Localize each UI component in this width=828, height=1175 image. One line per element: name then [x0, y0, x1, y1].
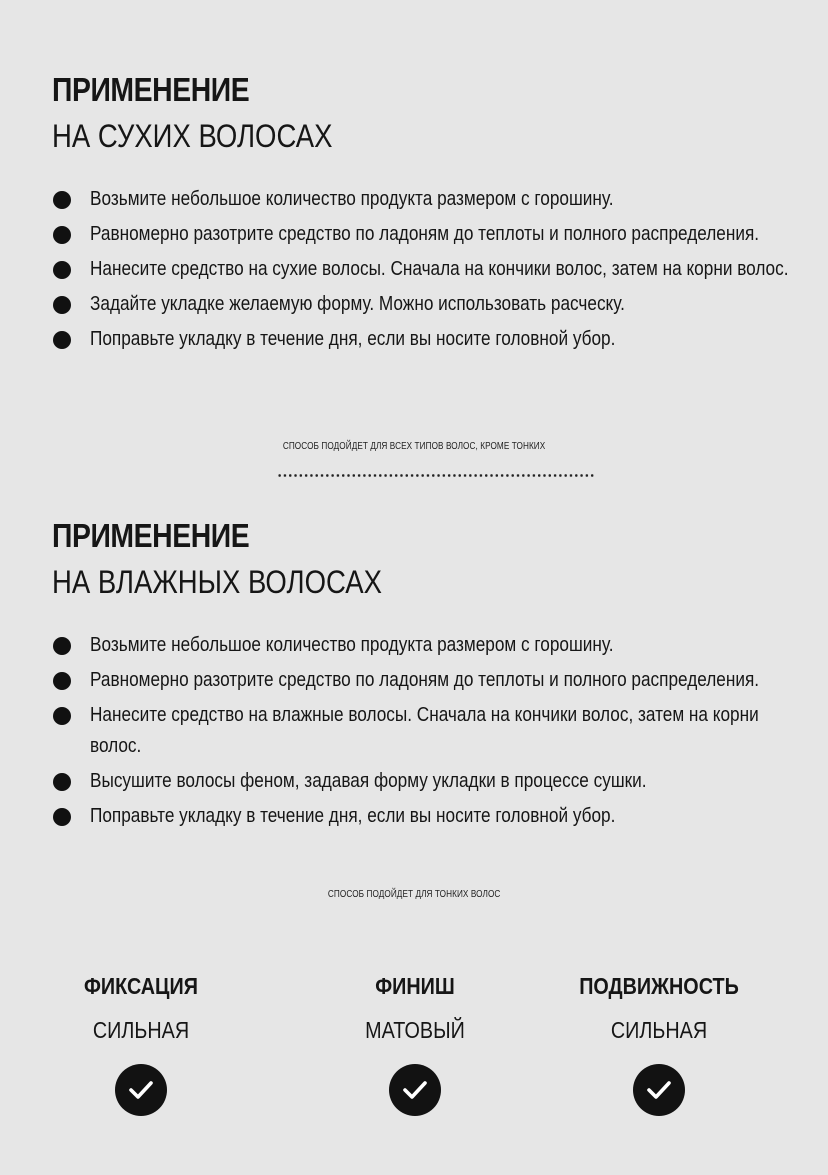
wet-hair-section [52, 516, 792, 836]
dry-hair-section [52, 70, 792, 359]
property-value: МАТОВЫЙ [365, 1017, 465, 1043]
list-item [52, 289, 792, 320]
wet-hair-note [0, 889, 828, 900]
property-label: ФИНИШ [375, 973, 455, 999]
step-text: Равномерно разотрите средство по ладоням до теплоты и полного распределения. [90, 223, 760, 245]
property-label: ПОДВИЖНОСТЬ [579, 973, 739, 999]
note-text: СПОСОБ ПОДОЙДЕТ ДЛЯ ВСЕХ ТИПОВ ВОЛОС, КРОМЕ ТОНКИХ [282, 441, 546, 452]
bullet-icon [53, 707, 71, 725]
steps-list [52, 184, 792, 355]
step-text: Поправьте укладку в течение дня, если вы носите головной убор. [90, 805, 616, 827]
check-circle-icon [633, 1064, 685, 1116]
list-item [52, 630, 792, 661]
list-item [52, 184, 792, 215]
property-mobility [539, 970, 779, 1116]
step-text: Нанесите средство на влажные волосы. Сначала на кончики волос, затем на корни волос. [90, 704, 759, 757]
step-text: Возьмите небольшое количество продукта размером с горошину. [90, 188, 614, 210]
dry-hair-note [0, 441, 828, 452]
check-circle-icon [115, 1064, 167, 1116]
section-title: ПРИМЕНЕНИЕ [52, 71, 250, 108]
step-text: Высушите волосы феном, задавая форму укладки в процессе сушки. [90, 770, 647, 792]
note-text: СПОСОБ ПОДОЙДЕТ ДЛЯ ТОНКИХ ВОЛОС [327, 889, 501, 900]
step-text: Нанесите средство на сухие волосы. Сначала на кончики волос, затем на корни волос. [90, 258, 789, 280]
bullet-icon [53, 191, 71, 209]
list-item [52, 766, 792, 797]
section-title: ПРИМЕНЕНИЕ [52, 517, 250, 554]
product-properties [0, 970, 828, 1120]
property-value: СИЛЬНАЯ [92, 1017, 190, 1043]
bullet-icon [53, 261, 71, 279]
dotted-divider [277, 474, 595, 477]
list-item [52, 219, 792, 250]
property-finish [295, 970, 535, 1116]
step-text: Поправьте укладку в течение дня, если вы носите головной убор. [90, 328, 616, 350]
bullet-icon [53, 226, 71, 244]
check-circle-icon [389, 1064, 441, 1116]
property-value: СИЛЬНАЯ [610, 1017, 708, 1043]
list-item [52, 801, 792, 832]
list-item [52, 665, 792, 696]
section-subtitle: НА СУХИХ ВОЛОСАХ [52, 118, 333, 154]
step-text: Равномерно разотрите средство по ладоням до теплоты и полного распределения. [90, 669, 760, 691]
section-subtitle: НА ВЛАЖНЫХ ВОЛОСАХ [52, 564, 382, 600]
step-text: Задайте укладке желаемую форму. Можно использовать расческу. [90, 293, 625, 315]
step-text: Возьмите небольшое количество продукта размером с горошину. [90, 634, 614, 656]
bullet-icon [53, 672, 71, 690]
steps-list [52, 630, 792, 832]
property-fixation [21, 970, 261, 1116]
bullet-icon [53, 773, 71, 791]
bullet-icon [53, 637, 71, 655]
bullet-icon [53, 296, 71, 314]
property-label: ФИКСАЦИЯ [84, 973, 198, 999]
bullet-icon [53, 808, 71, 826]
bullet-icon [53, 331, 71, 349]
list-item [52, 700, 792, 762]
list-item [52, 254, 792, 285]
list-item [52, 324, 792, 355]
